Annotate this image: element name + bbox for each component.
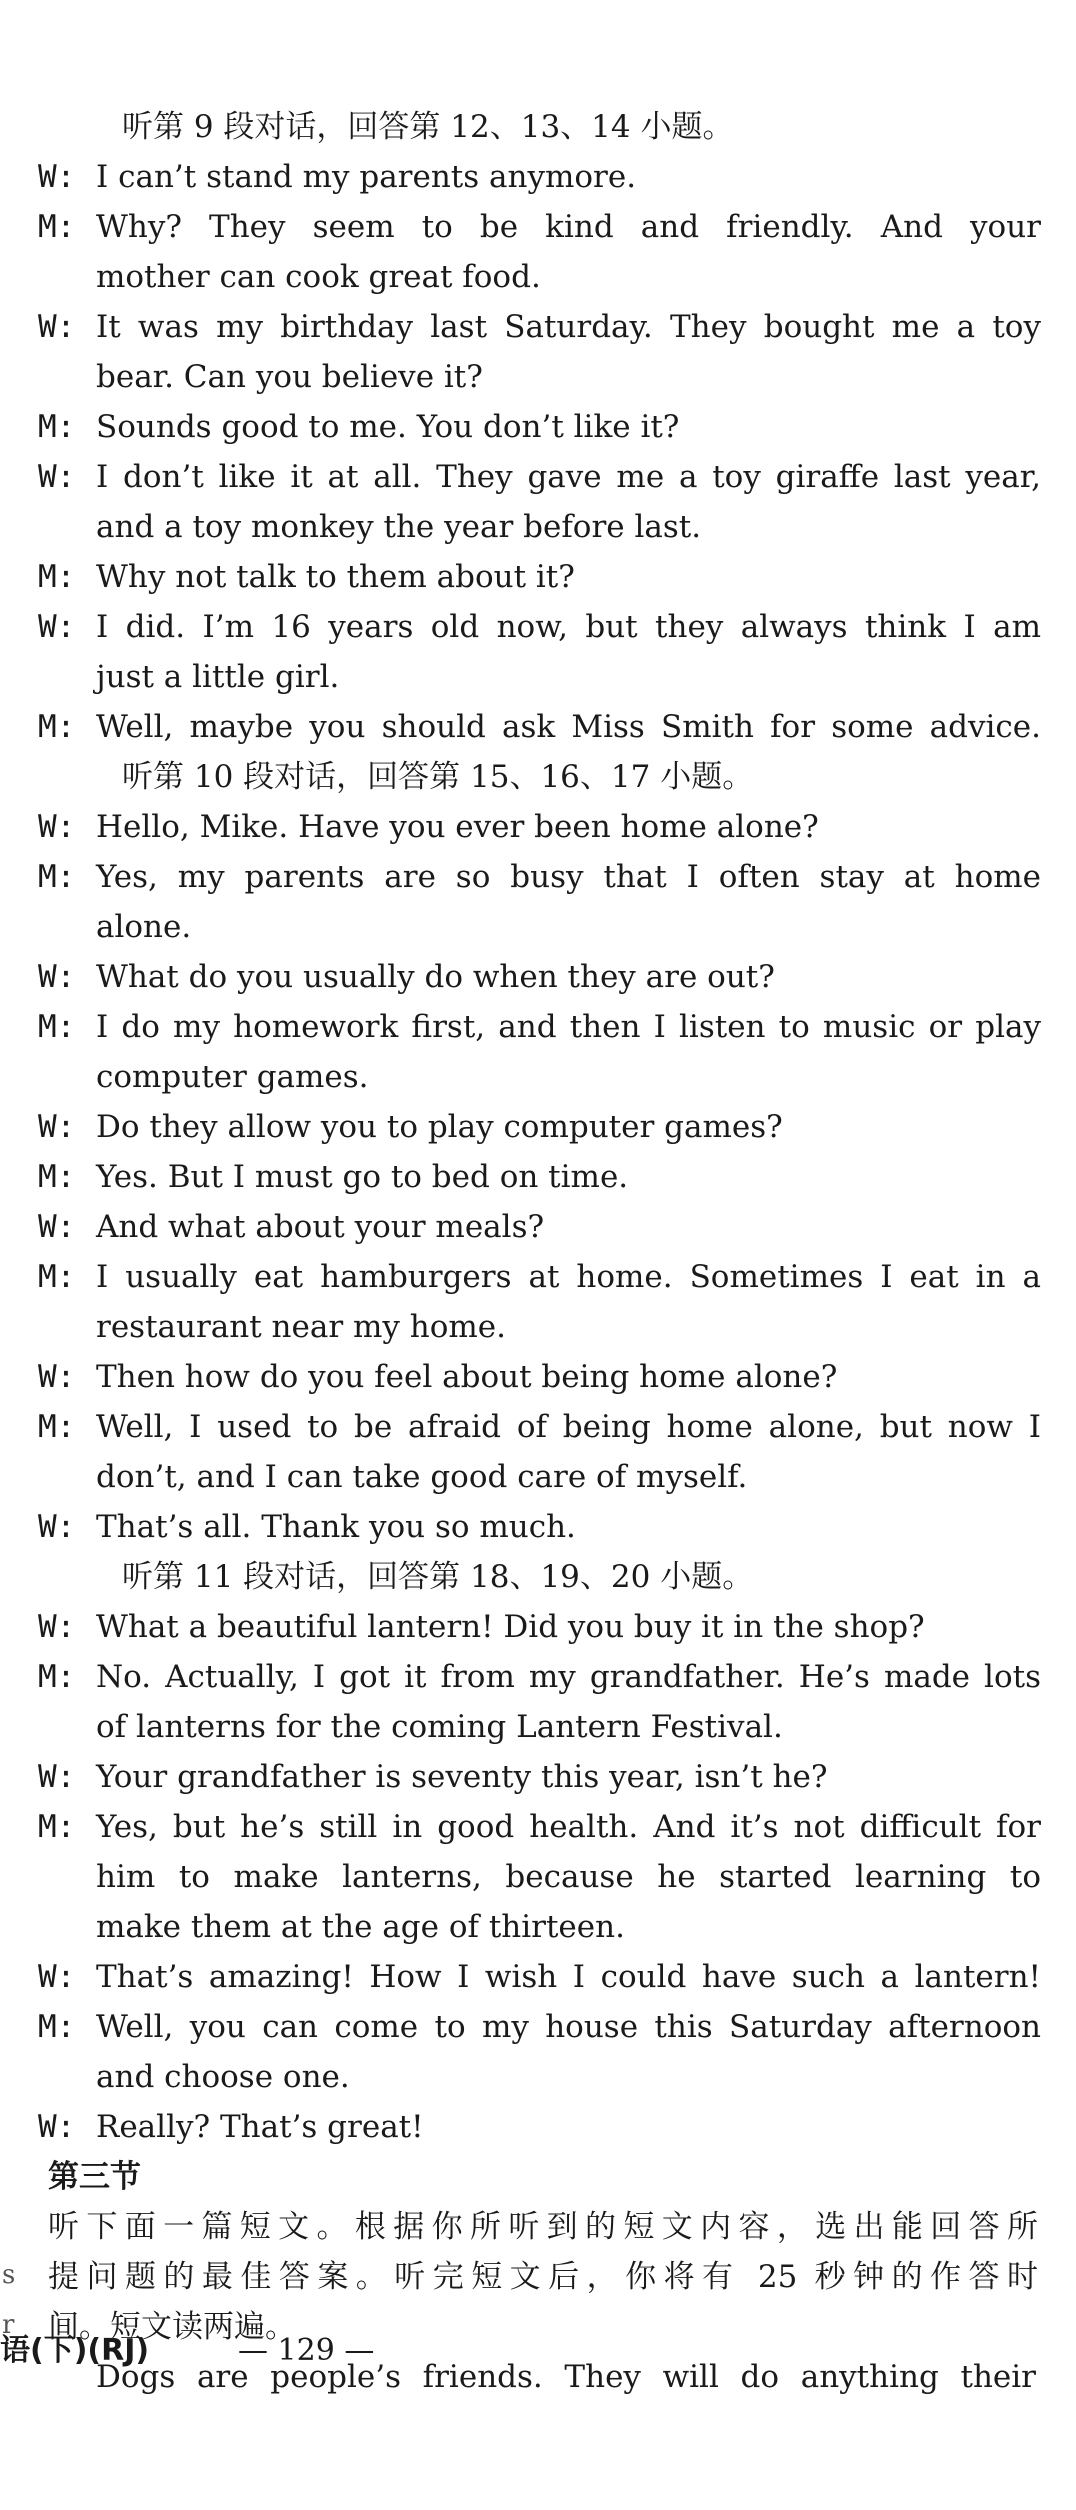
speaker-label: W: [38,1759,76,1795]
dialogue-continuation [0,1302,1076,1352]
dialogue-text: of lanterns for the coming Lantern Festival. [96,1709,783,1745]
dialogue-text: Yes, but he’s still in good health. And it’s not difficult for [96,1809,1041,1845]
speaker-label: W: [38,1509,76,1545]
speaker-label: W: [38,1209,76,1245]
page-number: — 129 — [238,2333,375,2368]
section-heading [0,1552,1076,1602]
dialogue-line [0,602,1076,652]
dialogue-continuation [0,1052,1076,1102]
paragraph-line [0,2202,1076,2252]
dialogue-text: Hello, Mike. Have you ever been home alone? [96,809,819,845]
speaker-label: W: [38,1359,76,1395]
dialogue-line [0,1802,1076,1852]
dialogue-line [0,1602,1076,1652]
dialogue-text: Then how do you feel about being home alone? [96,1359,838,1395]
footer-subject-label: 语(下)(RJ) [0,2333,150,2368]
margin-mark: r [2,2310,15,2340]
dialogue-text: I did. I’m 16 years old now, but they always think I am [96,609,1041,645]
dialogue-text: I do my homework first, and then I listen to music or play [96,1009,1041,1045]
speaker-label: M: [38,1159,76,1195]
dialogue-text: Yes. But I must go to bed on time. [96,1159,629,1195]
dialogue-text: Really? That’s great! [96,2109,424,2145]
dialogue-line [0,402,1076,452]
dialogue-text: and choose one. [96,2059,350,2095]
dialogue-line [0,152,1076,202]
dialogue-text: don’t, and I can take good care of myself. [96,1459,748,1495]
dialogue-text: I don’t like it at all. They gave me a toy giraffe last year, [96,459,1041,495]
dialogue-text: Your grandfather is seventy this year, isn’t he? [96,1759,828,1795]
margin-mark: s [2,2260,16,2290]
dialogue-line [0,1652,1076,1702]
speaker-label: W: [38,609,76,645]
dialogue-continuation [0,1452,1076,1502]
paragraph-line [0,2252,1076,2302]
paragraph-text: 间。短文读两遍。 [48,2309,296,2345]
speaker-label: W: [38,159,76,195]
dialogue-line [0,302,1076,352]
section-heading [0,102,1076,152]
speaker-label: W: [38,959,76,995]
dialogue-line [0,452,1076,502]
speaker-label: M: [38,209,76,245]
section-title [0,2152,1076,2202]
paragraph-text: 提问题的最佳答案。听完短文后，你将有 25 秒钟的作答时 [48,2259,1038,2295]
dialogue-continuation [0,252,1076,302]
speaker-label: M: [38,1659,76,1695]
dialogue-text: just a little girl. [96,659,340,695]
speaker-label: W: [38,1109,76,1145]
dialogue-continuation [0,1902,1076,1952]
dialogue-line [0,1952,1076,2002]
dialogue-text: It was my birthday last Saturday. They bought me a toy [96,309,1041,345]
heading-text: 听第 9 段对话，回答第 12、13、14 小题。 [122,109,734,145]
speaker-label: M: [38,1809,76,1845]
dialogue-line [0,1352,1076,1402]
heading-text: 听第 11 段对话，回答第 18、19、20 小题。 [122,1559,754,1595]
speaker-label: W: [38,809,76,845]
speaker-label: M: [38,409,76,445]
dialogue-line [0,1402,1076,1452]
dialogue-text: That’s amazing! How I wish I could have such a lantern! [96,1959,1041,1995]
dialogue-text: Well, I used to be afraid of being home alone, but now I [96,1409,1041,1445]
heading-text: 听第 10 段对话，回答第 15、16、17 小题。 [122,759,754,795]
dialogue-text: Why not talk to them about it? [96,559,575,595]
dialogue-line [0,552,1076,602]
dialogue-line [0,1252,1076,1302]
dialogue-text: Well, maybe you should ask Miss Smith for some advice. [96,709,1041,745]
paragraph-line [0,2352,1076,2402]
dialogue-text: and a toy monkey the year before last. [96,509,702,545]
dialogue-text: bear. Can you believe it? [96,359,483,395]
dialogue-line [0,1002,1076,1052]
dialogue-line [0,852,1076,902]
dialogue-line [0,202,1076,252]
speaker-label: M: [38,1259,76,1295]
speaker-label: M: [38,2009,76,2045]
dialogue-text: Well, you can come to my house this Saturday afternoon [96,2009,1041,2045]
dialogue-text: him to make lanterns, because he started learning to [96,1859,1041,1895]
speaker-label: M: [38,1409,76,1445]
dialogue-text: Do they allow you to play computer games? [96,1109,783,1145]
dialogue-line [0,2102,1076,2152]
paragraph-text: Dogs are people’s friends. They will do anything their [96,2359,1036,2395]
dialogue-line [0,702,1076,752]
speaker-label: W: [38,459,76,495]
dialogue-line [0,1752,1076,1802]
dialogue-line [0,2002,1076,2052]
speaker-label: M: [38,1009,76,1045]
dialogue-line [0,1102,1076,1152]
speaker-label: M: [38,559,76,595]
dialogue-text: Why? They seem to be kind and friendly. And your [96,209,1041,245]
dialogue-continuation [0,2052,1076,2102]
section-heading [0,752,1076,802]
speaker-label: W: [38,1959,76,1995]
dialogue-line [0,1502,1076,1552]
dialogue-text: That’s all. Thank you so much. [96,1509,576,1545]
paragraph-text: 听下面一篇短文。根据你所听到的短文内容，选出能回答所 [48,2209,1038,2245]
dialogue-text: I usually eat hamburgers at home. Sometimes I eat in a [96,1259,1041,1295]
dialogue-text: restaurant near my home. [96,1309,507,1345]
dialogue-text: No. Actually, I got it from my grandfather. He’s made lots [96,1659,1041,1695]
dialogue-text: make them at the age of thirteen. [96,1909,625,1945]
speaker-label: W: [38,1609,76,1645]
dialogue-text: And what about your meals? [96,1209,545,1245]
section-title-text: 第三节 [48,2159,141,2195]
dialogue-continuation [0,502,1076,552]
dialogue-text: Yes, my parents are so busy that I often stay at home [96,859,1041,895]
dialogue-continuation [0,652,1076,702]
speaker-label: M: [38,859,76,895]
dialogue-text: mother can cook great food. [96,259,541,295]
dialogue-continuation [0,1852,1076,1902]
dialogue-line [0,1152,1076,1202]
dialogue-line [0,1202,1076,1252]
dialogue-text: What a beautiful lantern! Did you buy it in the shop? [96,1609,925,1645]
dialogue-line [0,952,1076,1002]
speaker-label: M: [38,709,76,745]
speaker-label: W: [38,309,76,345]
dialogue-line [0,802,1076,852]
dialogue-continuation [0,352,1076,402]
paragraph-line [0,2302,1076,2352]
dialogue-continuation [0,1702,1076,1752]
dialogue-text: Sounds good to me. You don’t like it? [96,409,680,445]
dialogue-text: alone. [96,909,192,945]
speaker-label: W: [38,2109,76,2145]
dialogue-text: computer games. [96,1059,369,1095]
dialogue-text: What do you usually do when they are out? [96,959,775,995]
dialogue-text: I can’t stand my parents anymore. [96,159,637,195]
dialogue-continuation [0,902,1076,952]
